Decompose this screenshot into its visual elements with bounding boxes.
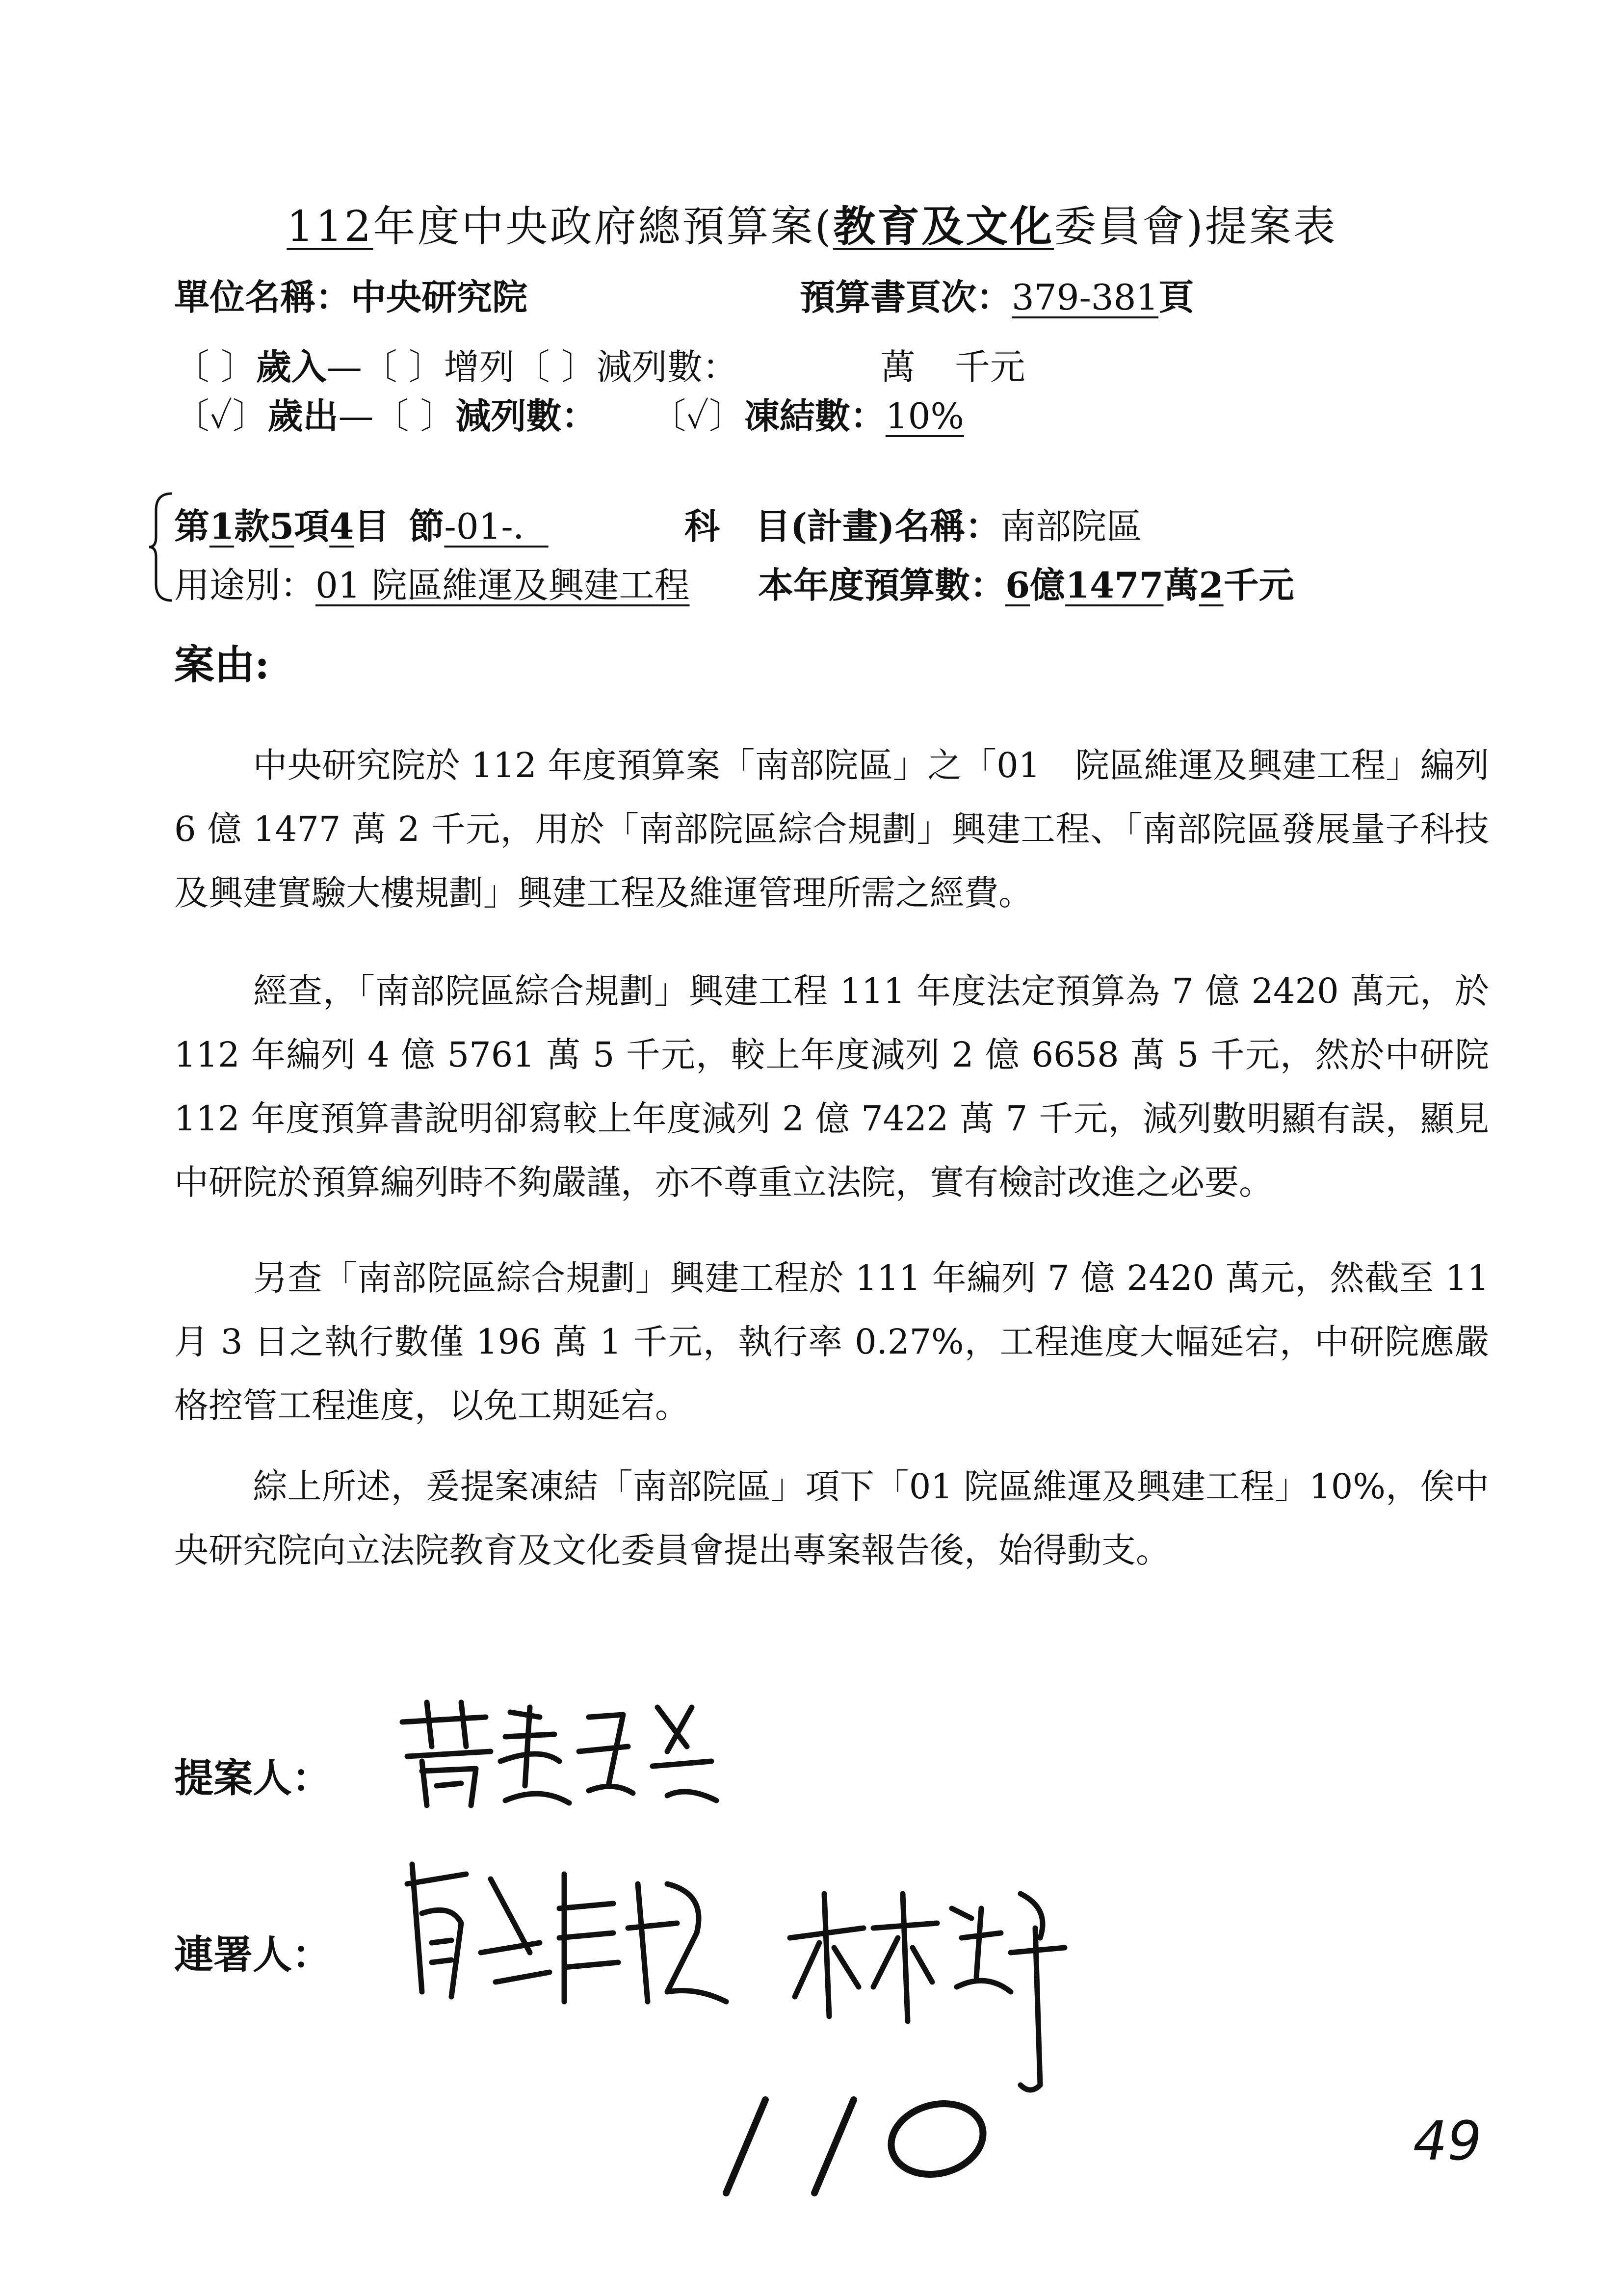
- budget-line: [758, 557, 1294, 608]
- jie-number: -01-．: [444, 506, 549, 547]
- decrease-label: 減列數：: [596, 346, 738, 388]
- case-label: 案由:: [174, 641, 270, 688]
- paragraph-text: 經查，「南部院區綜合規劃」興建工程 111 年度法定預算為 7 億 2420 萬元，於 112 年編列 4 億 5761 萬 5 千元，較上年度減列 2 億 6658 萬 5 千元，然於中研院 112 年度預算書說明卻寫較上年度減列 2 億 7422 萬 7 千元，減列數明顯有誤，顯見中研院於預算編列時不夠嚴謹，亦不尊重立法院，實有檢討改進之必要。: [174, 971, 1489, 1202]
- mu-number: 4: [329, 505, 354, 547]
- unit-label: 單位名稱：: [174, 276, 351, 318]
- qianyuan-label: 千元: [954, 346, 1025, 388]
- budget-yi: 6: [1005, 564, 1030, 606]
- mu-label: 目: [354, 505, 390, 547]
- page-suffix: 頁: [1158, 276, 1194, 318]
- yi-label: 億: [1030, 564, 1066, 606]
- paragraph-text: 綜上所述，爰提案凍結「南部院區」項下「01 院區維運及興建工程」10%，俟中央研究院向立法院教育及文化委員會提出專案報告後，始得動支。: [174, 1466, 1489, 1570]
- title-end: 委員會)提案表: [1054, 202, 1337, 251]
- revenue-line: [174, 339, 1025, 390]
- expenditure-line: [174, 388, 964, 439]
- freeze-value: 10%: [885, 395, 964, 437]
- use-line: [174, 557, 714, 608]
- budget-qian: 2: [1199, 564, 1224, 606]
- use-label: 用途別：: [174, 565, 316, 606]
- exp-decrease-check: 〔 〕: [373, 395, 456, 437]
- page-range: 379-381: [1012, 277, 1159, 318]
- subject-label: 科 目(計畫)名稱：: [684, 505, 1001, 547]
- expenditure-dash: —: [338, 395, 374, 437]
- kuan-label: 款: [234, 505, 270, 547]
- cosigner-label: 連署人：: [174, 1931, 331, 1978]
- increase-check: 〔 〕: [362, 346, 444, 388]
- proposer-label: 提案人：: [174, 1755, 331, 1801]
- paragraph-3: [174, 1246, 1489, 1437]
- paragraph-text: 另查「南部院區綜合規劃」興建工程於 111 年編列 7 億 2420 萬元，然截至 11 月 3 日之執行數僅 196 萬 1 千元，執行率 0.27%，工程進度大幅延宕，中研院應嚴格控管工程進度，以免工期延宕。: [174, 1258, 1489, 1426]
- subject-line: [684, 498, 1142, 549]
- xiang-label: 項: [294, 505, 330, 547]
- jie-label: 節: [409, 505, 445, 547]
- unit-line: [174, 269, 527, 320]
- exp-decrease-label: 減列數：: [455, 395, 597, 437]
- use-blank: [690, 565, 714, 606]
- paragraph-4: [174, 1455, 1489, 1582]
- handwritten-number: [707, 2080, 1001, 2208]
- revenue-dash: —: [326, 346, 362, 388]
- revenue-label: 歲入: [256, 346, 327, 388]
- decrease-check: 〔 〕: [514, 346, 597, 388]
- paragraph-text: 中央研究院於 112 年度預算案「南部院區」之「01 院區維運及興建工程」編列 6 億 1477 萬 2 千元，用於「南部院區綜合規劃」興建工程、「南部院區發展量子科技及興建實驗大樓規劃」興建工程及維運管理所需之經費。: [174, 745, 1489, 913]
- cosigner-signature-1: [393, 1854, 736, 2016]
- proposer-signature: [393, 1688, 736, 1815]
- section-line: [174, 498, 549, 549]
- unit-name: 中央研究院: [351, 276, 528, 318]
- xiang-number: 5: [269, 505, 294, 547]
- jie-blank: [389, 506, 409, 547]
- budget-wan: 1477: [1065, 564, 1164, 606]
- section-di: 第: [174, 505, 210, 547]
- expenditure-check: 〔✓〕: [174, 395, 268, 437]
- paragraph-1: [174, 733, 1489, 925]
- title-year: 112: [287, 202, 373, 251]
- revenue-check: 〔 〕: [174, 346, 256, 388]
- qian-blank: [916, 346, 955, 388]
- qianyuan-label2: 千元: [1223, 564, 1294, 606]
- section-bracket: [147, 491, 174, 603]
- title-text: 年度中央政府總預算案(: [373, 202, 834, 251]
- decrease-blank: [738, 346, 880, 388]
- use-value: 01 院區維運及興建工程: [315, 565, 690, 606]
- subject-name: 南部院區: [1000, 506, 1142, 547]
- increase-label: 增列: [444, 346, 515, 388]
- page-number: 49: [1413, 2110, 1482, 2172]
- paragraph-2: [174, 959, 1489, 1214]
- title-committee: 教育及文化: [833, 202, 1054, 251]
- budget-page-line: [800, 269, 1194, 320]
- document-title: [0, 192, 1624, 253]
- wan-label: 萬: [880, 346, 916, 388]
- kuan-number: 1: [210, 505, 235, 547]
- budget-label: 本年度預算數：: [758, 564, 1006, 606]
- cosigner-signature-2: [775, 1879, 1070, 2100]
- freeze-label: 凍結數：: [744, 395, 886, 437]
- wan-label2: 萬: [1163, 564, 1199, 606]
- expenditure-label: 歲出: [267, 395, 339, 437]
- freeze-check: 〔✓〕: [651, 395, 744, 437]
- page-label: 預算書頁次：: [800, 276, 1012, 318]
